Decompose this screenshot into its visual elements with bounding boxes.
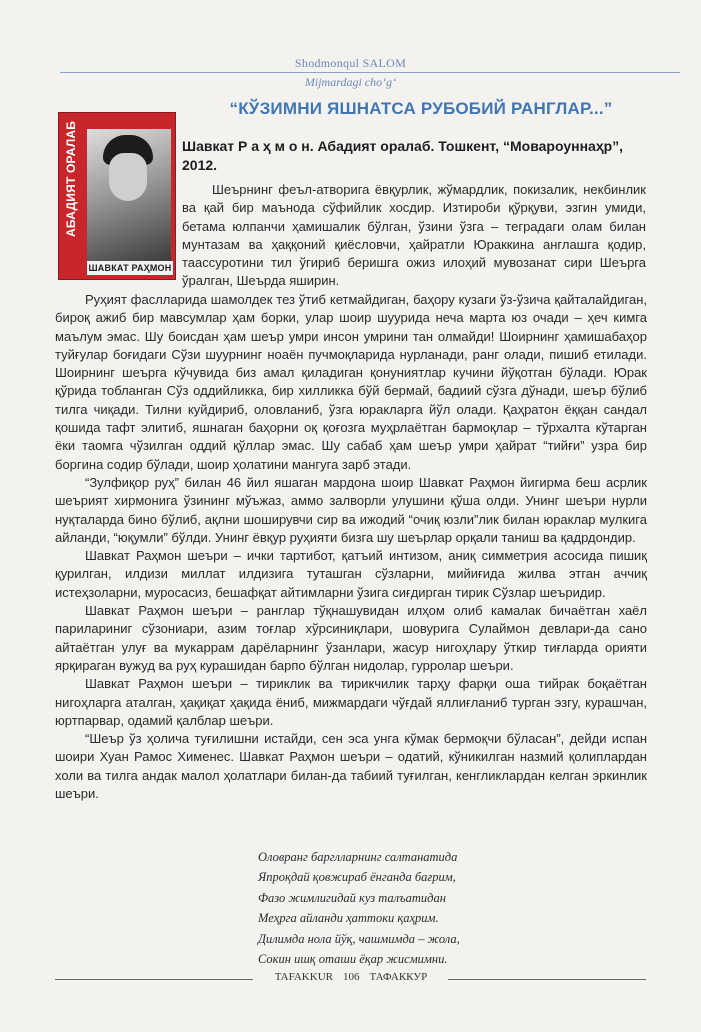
poem-line: Сокин ишқ оташи ёқар жисмимни. xyxy=(258,952,448,967)
poem-line: Оловранг барглларнинг салтанатида xyxy=(258,850,458,864)
paragraph: Шавкат Раҳмон шеъри – ички тартибот, қатъий интизом, аниқ симметрия асосида пишиқ қурилган, илдизи миллат илдизига туташган сўзларни, мийиғида жилва этган аччиқ истеҳзоларни, муросасиз, бешафқат айтимларни ўзига сиғдирган тирик Сўзлар шеъридир. xyxy=(55,548,647,600)
running-header xyxy=(0,56,701,90)
book-cover-title: АБАДИЯТ ОРАЛАБ xyxy=(64,120,78,237)
portrait-face xyxy=(109,153,147,201)
article-body-intro xyxy=(182,181,646,291)
page-footer xyxy=(0,969,701,989)
book-cover-author: ШАВКАТ РАҲМОН xyxy=(88,263,172,273)
header-author: Shodmonqul SALOM xyxy=(294,56,407,70)
footer-magazine-latin: TAFAKKUR xyxy=(274,971,333,983)
article-body xyxy=(55,291,647,803)
article-title: “КЎЗИМНИ ЯШНАТСА РУБОБИЙ РАНГЛАР...” xyxy=(229,99,613,118)
header-section: Mijmardagi cho‘g‘ xyxy=(304,75,397,89)
paragraph: “Шеър ўз ҳолича туғилишни истайди, сен эса унга кўмак бермоқчи бўласан”, дейди испан шоири Хуан Рамос Хименес. Шавкат Раҳмон шеъри – одатий, кўникилган назмий қолиплардан холи ва тилга андак малол ҳолатлари билан-да табиий туғилган, кенгликлардан келган эркинлик шеъри. xyxy=(55,731,647,802)
paragraph: Руҳият фаслларида шамолдек тез ўтиб кетмайдиган, баҳору кузаги ўз-ўзича қайталайдиган, бироқ ажиб бир мавсумлар ҳам борки, улар шоир шуурида неча марта юз очади – ҳеч кимга маълум эмас. Шу боисдан ҳам шеър умри инсон умрини тан олмайди! Шоирнинг ҳамишабаҳор туйғулар боғидаги Сўзи шуурнинг ноаён пучмоқларида нурланади, ранг олади, пишиб етилади. Шоирнинг шеърга кўчувида биз амал қиладиган қонуниятлар кучини йўқотган бўлади. Юрак қўрида тобланган Сўз оддийликка, бир хилликка бўй бермай, бадиий сўзга дўнади, шеър бўлиб тилга чиқади. Тилни куйдириб, оловланиб, ўзга юракларга йўл олади. Қаҳратон ёққан сандал қошида тафт элитиб, яшнаган баҳорни оқ қоғозга муҳрлаётган бармоқлар – тўрхалта кўтарган ёки таомга чўзилган оддий қўллар эмас. Шу сабаб ҳам шеър умри ҳайрат “тийғи” узра бир боргина содир бўлади, шоир ҳолатини мангуга зарб этади. xyxy=(55,292,647,472)
paragraph: “Зулфиқор руҳ” билан 46 йил яшаган мардона шоир Шавкат Раҳмон йигирма беш асрлик шеърият хирмонига ўзининг мўъжаз, аммо залворли улушини қўша олди. Унинг шеъри нурли нуқталарда бино бўлиб, ақлни шоширувчи сир ва ижодий “очиқ юзли”лик билан юраклар мулкига айланди, “юқумли” бўлди. Унинг ёвқур руҳияти бизга шу шеърлар орқали таниш ва қадрдондир. xyxy=(55,474,647,545)
book-cover-image xyxy=(58,112,176,280)
page-number: 106 xyxy=(342,971,360,983)
paragraph: Шавкат Раҳмон шеъри – тириклик ва тирикчилик тарҳу фарқи оша тийрак боқаётган нигоҳларга аталган, ҳақиқат ҳақида ёниб, мижмардаги чўғдай яллиғланиб турган эзгу, курашчан, юртпарвар, одамий қалблар шеъри. xyxy=(55,676,647,728)
poem-line: Фазо жимлигидай куз талъатидан xyxy=(258,890,446,905)
poem-line: Япроқдай қовжираб ёнганда бағрим, xyxy=(258,870,456,885)
poem-line: Меҳрга айланди ҳаттоки қаҳрим. xyxy=(258,911,439,926)
footer-rule-left xyxy=(55,979,253,980)
book-citation: Шавкат Р а ҳ м о н. Абадият оралаб. Тошкент, “Мовароуннаҳр”, 2012. xyxy=(182,138,624,173)
header-rule xyxy=(60,72,680,73)
poem-excerpt xyxy=(258,847,578,969)
footer-rule-right xyxy=(448,979,646,980)
paragraph: Шеърнинг феъл-атворига ёвқурлик, жўмардлик, покизалик, некбинлик ва қай бир маънода сўфийлик хосдир. Изтироби қўрқуви, эзгин умиди, бетама юлпанчи ҳамишалик бўлган, ўзини ўзга – теградаги олам билан мунтазам ва ҳаққоний қиёсловчи, ҳайратли Юраккина англашга қодир, таассуротини тил ўгириб беришга ожиз илоҳий мувозанат сири Шеърга ўралган, Шеърда яширин. xyxy=(182,182,646,289)
footer-magazine-cyrillic: ТАФАККУР xyxy=(369,971,428,983)
paragraph: Шавкат Раҳмон шеъри – ранглар тўқнашувидан илҳом олиб камалак бичаётган хаёл парилариниг сўзониари, азим тоғлар хўрсиниқлари, шовурига Сулаймон девлари-да сано айтаётган улуғ ва мукаррам дарёларнинг ўзанлари, жасур нигоҳлару ўткир тиғларда орияти ярқираган вужуд ва руҳ курашидан барпо бўлган нидолар, гурролар шеъри. xyxy=(55,603,647,673)
poem-line: Дилимда нола йўқ, чашмимда – жола, xyxy=(258,931,460,946)
footer-label xyxy=(258,971,444,983)
